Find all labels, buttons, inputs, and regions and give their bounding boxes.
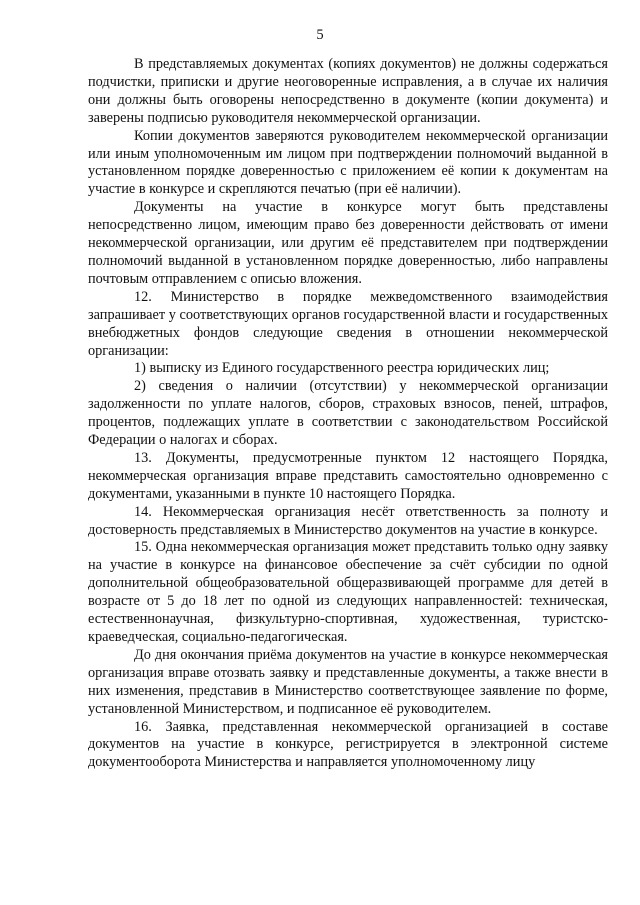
paragraph-submission: Документы на участие в конкурсе могут быть представлены непосредственно лицом, имеющим право без доверенности действовать от имени некоммерческой организации, или другим её представителем при подтверждении полномочий выданной в установленном порядке доверенностью, либо направлены почтовым отправлением с описью вложения. [88, 199, 608, 287]
document-body [88, 56, 608, 772]
paragraph-copies-certification: Копии документов заверяются руководителем некоммерческой организации или иным уполномоченным им лицом при подтверждении полномочий выданной в установленном порядке доверенностью с приложением её копии к документам на участие в конкурсе и скрепляются печатью (при её наличии). [88, 127, 608, 198]
paragraph-corrections: В представляемых документах (копиях документов) не должны содержаться подчистки, приписки и другие неоговоренные исправления, а в случае их наличия они должны быть оговорены непосредственно в документе (копии документа) и заверены подписью руководителя некоммерческой организации. [88, 56, 608, 126]
paragraph-item-12-2: 2) сведения о наличии (отсутствии) у некоммерческой организации задолженности по уплате налогов, сборов, страховых взносов, пеней, штрафов, процентов, подлежащих уплате в соответствии с законодательством Российской Федерации о налогах и сборах. [88, 378, 608, 449]
paragraph-item-15: 15. Одна некоммерческая организация может представить только одну заявку на участие в конкурсе на финансовое обеспечение за счёт субсидии по одной дополнительной общеобразовательной общеразвивающей программе для детей в возрасте от 5 до 18 лет по одной из следующих направленностей: техническая, естественнонаучная, физкультурно-спортивная, художественная, туристско-краеведческая, социально-педагогическая. [88, 539, 608, 645]
paragraph-withdrawal: До дня окончания приёма документов на участие в конкурсе некоммерческая организация вправе отозвать заявку и представленные документы, а также внести в них изменения, представив в Министерство соответствующее заявление по форме, установленной Министерством, и подписанное её руководителем. [88, 646, 608, 717]
paragraph-item-16: 16. Заявка, представленная некоммерческой организацией в составе документов на участие в конкурсе, регистрируется в электронной системе документооборота Министерства и направляется уполномоченному лицу [88, 718, 608, 771]
paragraph-item-12: 12. Министерство в порядке межведомственного взаимодействия запрашивает у соответствующих органов государственной власти и государственных внебюджетных фондов следующие сведения в отношении некоммерческой организации: [88, 288, 608, 359]
paragraph-item-12-1: 1) выписку из Единого государственного реестра юридических лиц; [134, 360, 550, 377]
page-number: 5 [316, 27, 324, 43]
paragraph-item-13: 13. Документы, предусмотренные пунктом 12 настоящего Порядка, некоммерческая организация вправе представить самостоятельно одновременно с документами, указанными в пункте 10 настоящего Порядка. [88, 449, 608, 502]
paragraph-item-14: 14. Некоммерческая организация несёт ответственность за полноту и достоверность представляемых в Министерство документов на участие в конкурсе. [88, 503, 608, 538]
